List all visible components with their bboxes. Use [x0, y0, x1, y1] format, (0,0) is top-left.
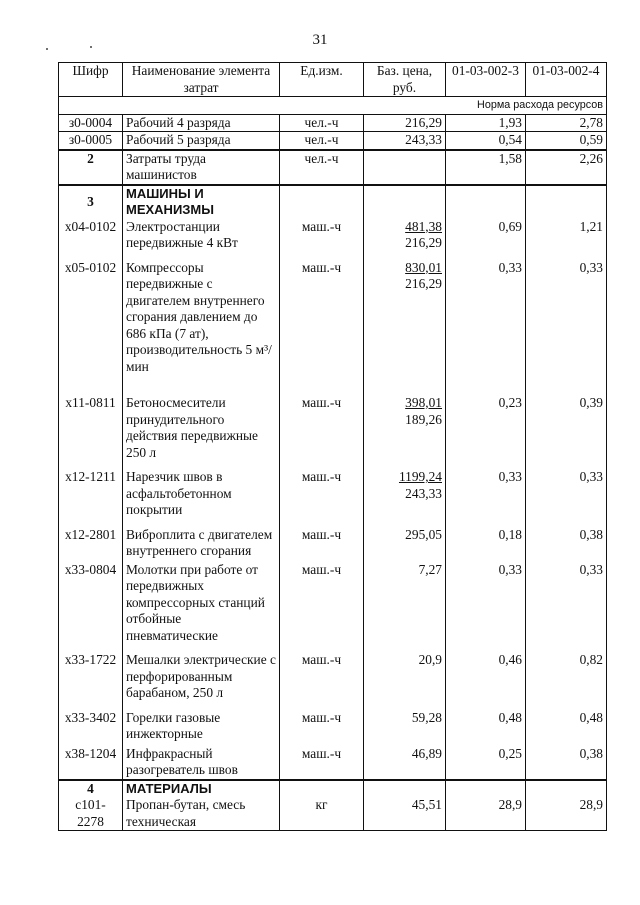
row-code: х33-1722: [59, 652, 123, 702]
row-price: [364, 395, 446, 461]
table-header-row: [59, 63, 607, 97]
row-name: Инфракрасный разогреватель швов: [123, 746, 280, 780]
section-row: [59, 185, 607, 219]
row-unit: чел.-ч: [280, 132, 364, 150]
header-name: Наименование элемента затрат: [123, 63, 280, 97]
table-row: [59, 710, 607, 743]
row-norm-1: 0,33: [446, 469, 526, 519]
row-name: Компрессоры передвижные с двигателем внутреннего сгорания давлением до 686 кПа (7 ат), производительность 5 м³/мин: [123, 260, 280, 376]
row-name: Затраты труда машинистов: [123, 150, 280, 185]
row-norm-1: 1,58: [446, 150, 526, 185]
row-price: [364, 150, 446, 185]
scan-speck: [46, 48, 48, 50]
section-row: [59, 780, 607, 798]
row-norm-2: 0,33: [526, 562, 607, 645]
row-price: 243,33: [364, 132, 446, 150]
group-number: 2: [59, 150, 123, 185]
row-norm-1: 0,33: [446, 260, 526, 376]
row-name: Молотки при работе от передвижных компрессорных станций отбойные пневматические: [123, 562, 280, 645]
row-code: х05-0102: [59, 260, 123, 376]
row-code: з0-0004: [59, 114, 123, 132]
row-norm-1: 0,23: [446, 395, 526, 461]
norm-caption: Норма расхода ресурсов: [59, 97, 607, 115]
row-unit: маш.-ч: [280, 746, 364, 780]
row-norm-1: 1,93: [446, 114, 526, 132]
price-labor: 243,33: [405, 485, 442, 501]
row-unit: кг: [280, 797, 364, 831]
row-norm-2: 0,33: [526, 260, 607, 376]
table-row: [59, 260, 607, 376]
row-code: с101-2278: [59, 797, 123, 831]
row-unit: маш.-ч: [280, 527, 364, 560]
row-norm-2: 2,78: [526, 114, 607, 132]
row-code: х11-0811: [59, 395, 123, 461]
table-row: [59, 469, 607, 519]
row-price: 45,51: [364, 797, 446, 831]
row-name: Пропан-бутан, смесь техническая: [123, 797, 280, 831]
row-norm-2: 0,59: [526, 132, 607, 150]
row-norm-2: 0,38: [526, 746, 607, 780]
row-norm-2: 28,9: [526, 797, 607, 831]
page-number: 31: [312, 32, 328, 48]
table-row: [59, 797, 607, 831]
section-title: МАШИНЫ И МЕХАНИЗМЫ: [123, 185, 280, 219]
row-unit: маш.-ч: [280, 395, 364, 461]
header-norm-1: 01-03-002-3: [446, 63, 526, 97]
table-row: [59, 527, 607, 560]
norm-caption-row: [59, 97, 607, 115]
price-labor: 189,26: [405, 411, 442, 427]
table-row: [59, 562, 607, 645]
row-norm-1: 0,25: [446, 746, 526, 780]
row-norm-1: 28,9: [446, 797, 526, 831]
table-row: [59, 114, 607, 132]
row-name: Электростанции передвижные 4 кВт: [123, 219, 280, 252]
header-code: Шифр: [59, 63, 123, 97]
row-code: х12-1211: [59, 469, 123, 519]
row-unit: маш.-ч: [280, 710, 364, 743]
row-unit: маш.-ч: [280, 260, 364, 376]
row-price: [364, 469, 446, 519]
row-name: Рабочий 4 разряда: [123, 114, 280, 132]
group-number: 3: [59, 185, 123, 219]
table-row: [59, 746, 607, 780]
price-labor: 216,29: [405, 276, 442, 291]
price-current: 830,01: [405, 259, 442, 275]
table-row: [59, 395, 607, 461]
row-norm-1: 0,54: [446, 132, 526, 150]
row-code: х04-0102: [59, 219, 123, 252]
row-price: 20,9: [364, 652, 446, 702]
group-number: 4: [59, 780, 123, 798]
row-price: 295,05: [364, 527, 446, 560]
row-norm-2: 0,38: [526, 527, 607, 560]
price-current: 1199,24: [398, 469, 442, 484]
row-norm-2: 1,21: [526, 219, 607, 252]
row-unit: чел.-ч: [280, 150, 364, 185]
row-code: х33-3402: [59, 710, 123, 743]
row-unit: маш.-ч: [280, 652, 364, 702]
row-price: 216,29: [364, 114, 446, 132]
row-name: Мешалки электрические с перфорированным барабаном, 250 л: [123, 652, 280, 702]
row-price: 7,27: [364, 562, 446, 645]
price-current: 398,01: [405, 395, 442, 410]
row-name: Виброплита с двигателем внутреннего сгорания: [123, 527, 280, 560]
row-norm-2: 0,48: [526, 710, 607, 743]
table-row: [59, 652, 607, 702]
row-unit: маш.-ч: [280, 469, 364, 519]
row-code: х38-1204: [59, 746, 123, 780]
row-norm-1: 0,18: [446, 527, 526, 560]
row-norm-1: 0,33: [446, 562, 526, 645]
row-unit: чел.-ч: [280, 114, 364, 132]
resource-norms-table: [58, 62, 607, 831]
table-row: [59, 219, 607, 252]
row-price: 59,28: [364, 710, 446, 743]
row-code: з0-0005: [59, 132, 123, 150]
row-norm-2: 2,26: [526, 150, 607, 185]
table-row: [59, 132, 607, 150]
price-current: 481,38: [405, 218, 442, 234]
row-norm-2: 0,82: [526, 652, 607, 702]
row-price: 46,89: [364, 746, 446, 780]
price-labor: 216,29: [405, 235, 442, 250]
row-norm-2: 0,39: [526, 395, 607, 461]
table-row: [59, 150, 607, 185]
row-unit: маш.-ч: [280, 562, 364, 645]
row-name: Горелки газовые инжекторные: [123, 710, 280, 743]
header-price: Баз. цена, руб.: [364, 63, 446, 97]
section-title: МАТЕРИАЛЫ: [123, 780, 280, 798]
scan-speck: [90, 46, 92, 48]
row-code: х33-0804: [59, 562, 123, 645]
row-norm-1: 0,69: [446, 219, 526, 252]
row-code: х12-2801: [59, 527, 123, 560]
row-norm-1: 0,48: [446, 710, 526, 743]
row-norm-2: 0,33: [526, 469, 607, 519]
header-norm-2: 01-03-002-4: [526, 63, 607, 97]
row-norm-1: 0,46: [446, 652, 526, 702]
row-name: Нарезчик швов в асфальтобетонном покрытии: [123, 469, 280, 519]
row-unit: маш.-ч: [280, 219, 364, 252]
header-unit: Ед.изм.: [280, 63, 364, 97]
row-name: Бетоносмесители принудительного действия передвижные 250 л: [123, 395, 280, 461]
row-price: [364, 260, 446, 376]
row-price: [364, 219, 446, 252]
row-name: Рабочий 5 разряда: [123, 132, 280, 150]
